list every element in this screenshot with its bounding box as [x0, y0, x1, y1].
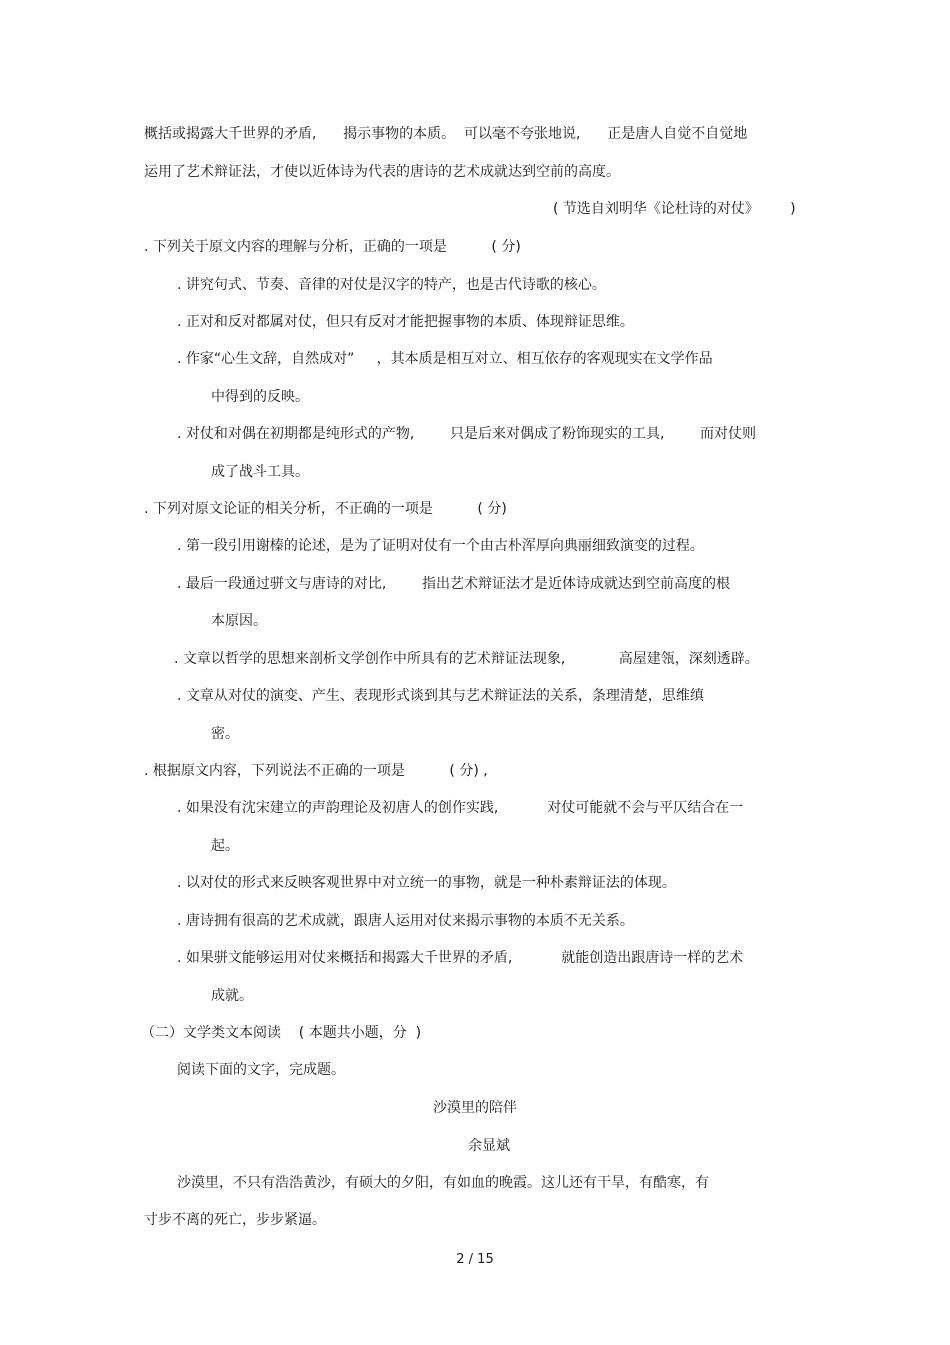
passage-line: 概括或揭露大千世界的矛盾, 揭示事物的本质。 可以毫不夸张地说, 正是唐人自觉不自觉地	[144, 126, 748, 142]
article-author: 余显斌	[468, 1138, 510, 1154]
question-stem: . 下列对原文论证的相关分析，不正确的一项是 ( 分)	[144, 501, 507, 517]
option-c: . 文章以哲学的思想来剖析文学创作中所具有的艺术辩证法现象, 高屋建瓴，深刻透辟。	[174, 651, 759, 667]
passage-line: 运用了艺术辩证法，才使以近体诗为代表的唐诗的艺术成就达到空前的高度。	[144, 164, 620, 180]
option-c: . 作家“心生文辞，自然成对” ，其本质是相互对立、相互依存的客观现实在文学作品	[177, 351, 713, 367]
option-a: . 如果没有沈宋建立的声韵理论及初唐人的创作实践, 对仗可能就不会与平仄结合在一	[177, 800, 744, 816]
option-a: . 讲究句式、节奏、音律的对仗是汉字的特产，也是古代诗歌的核心。	[177, 277, 606, 293]
source-citation: ( 节选自刘明华《论杜诗的对仗》 )	[553, 201, 796, 217]
option-a-continued: 起。	[211, 838, 239, 854]
option-d: . 如果骈文能够运用对仗来概括和揭露大千世界的矛盾, 就能创造出跟唐诗一样的艺术	[177, 950, 744, 966]
instruction: 阅读下面的文字，完成题。	[177, 1062, 345, 1078]
option-b: . 最后一段通过骈文与唐诗的对比, 指出艺术辩证法才是近体诗成就达到空前高度的根	[177, 576, 730, 592]
option-d: . 对仗和对偶在初期都是纯形式的产物, 只是后来对偶成了粉饰现实的工具, 而对仗则	[177, 426, 757, 442]
option-a: . 第一段引用谢榛的论述，是为了证明对仗有一个由古朴浑厚向典丽细致演变的过程。	[177, 538, 704, 554]
section-heading: （二）文学类文本阅读 ( 本题共小题，分 )	[141, 1025, 422, 1041]
option-b-continued: 本原因。	[211, 613, 267, 629]
article-title: 沙漠里的陪伴	[433, 1100, 517, 1116]
option-d-continued: 成就。	[211, 988, 253, 1004]
option-d-continued: 成了战斗工具。	[211, 464, 309, 480]
option-d-continued: 密。	[211, 726, 239, 742]
question-stem: . 根据原文内容，下列说法不正确的一项是 ( 分) ,	[144, 763, 488, 779]
paragraph-line: 寸步不离的死亡，步步紧逼。	[144, 1212, 326, 1228]
option-c: . 唐诗拥有很高的艺术成就，跟唐人运用对仗来揭示事物的本质不无关系。	[177, 913, 634, 929]
question-stem: . 下列关于原文内容的理解与分析，正确的一项是 ( 分)	[144, 239, 521, 255]
option-d: . 文章从对仗的演变、产生、表现形式谈到其与艺术辩证法的关系，条理清楚，思维缜	[177, 688, 704, 704]
option-b: . 正对和反对都属对仗，但只有反对才能把握事物的本质、体现辩证思维。	[177, 314, 634, 330]
option-b: . 以对仗的形式来反映客观世界中对立统一的事物，就是一种朴素辩证法的体现。	[177, 875, 676, 891]
page-number: 2 / 15	[456, 1252, 494, 1267]
paragraph-line: 沙漠里，不只有浩浩黄沙，有硕大的夕阳，有如血的晚霞。这儿还有干旱，有酷寒，有	[177, 1175, 709, 1191]
option-c-continued: 中得到的反映。	[211, 389, 309, 405]
